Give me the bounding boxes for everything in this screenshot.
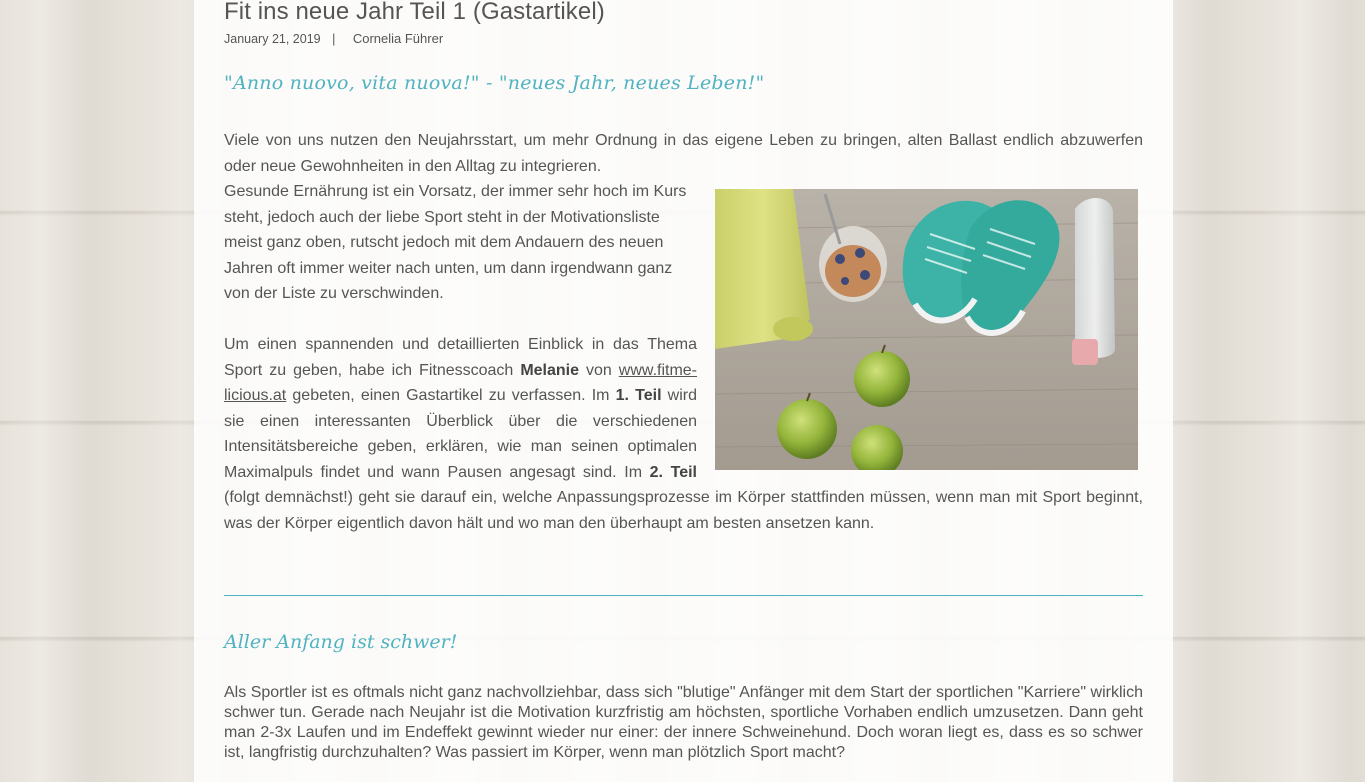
post-author[interactable]: Cornelia Führer — [352, 31, 444, 46]
paragraph-intro: Viele von uns nutzen den Neujahrsstart, um mehr Ordnung in das eigene Leben zu bringen, alten Ballast endlich abzuwerfen oder neue Gewohnheiten in den Alltag zu integrieren. — [224, 132, 1143, 175]
photo-wrap-space — [697, 332, 1143, 474]
fitmelicious-link[interactable]: www.fitme-licious.at — [224, 361, 698, 404]
text-segment: gebeten, einen Gastartikel zu verfassen. Im — [286, 387, 616, 404]
paragraph-nutrition: Gesunde Ernährung ist ein Vorsatz, der immer sehr hoch im Kurs steht, jedoch auch der liebe Sport steht in der Motivationsliste meist ganz oben, rutscht jedoch mit dem Andauern des neuen Jahren oft immer weiter nach unten, um dann irgendwann ganz von der Liste zu verschwinden. — [224, 183, 687, 302]
section-divider — [224, 595, 1143, 596]
part-two-label: 2. Teil — [649, 463, 697, 481]
coach-name: Melanie — [520, 361, 579, 379]
post-date: January 21, 2019 — [224, 32, 321, 46]
part-one-label: 1. Teil — [615, 387, 662, 404]
paragraph-beginners: Als Sportler ist es oftmals nicht ganz nachvollziehbar, dass sich "blutige" Anfänger mit dem Start der sportlichen "Karriere" wirklich schwer tun. Gerade nach Neujahr ist die Motivation kurzfristig am höchsten, sportliche Vorhaben endlich umzusetzen. Dann geht man 2-3x Laufen und im Endeffekt gewinnt wieder nur einer: der innere Schweinehund. Doch woran liegt es, dass es so schwer ist, langfristig durchzuhalten? Was passiert im Körper, wenn man plötzlich Sport macht? — [224, 684, 1143, 761]
intro-quote: "Anno nuovo, vita nuova!" - "neues Jahr, neues Leben!" — [224, 72, 765, 94]
blog-post — [194, 0, 1173, 782]
paragraph-guest-intro — [224, 332, 1143, 536]
text-segment: wird sie einen interessanten Überblick über die verschiedenen Intensitätsbereiche geben, erklären, wie man seinen optimalen Maximalpuls findet und wann Pausen angesagt sind. Im — [224, 387, 698, 481]
section-heading: Aller Anfang ist schwer! — [224, 631, 458, 653]
text-segment: (folgt demnächst!) geht sie darauf ein, welche Anpassungsprozesse im Körper stattfinden müssen, wenn man mit Sport beginnt, was der Körper eigentlich davon hält und wo man den überhaupt am besten ansetzen kann. — [224, 489, 1143, 532]
meta-separator: | — [332, 32, 336, 46]
text-segment: Um einen spannenden und detaillierten Einblick in das Thema Sport zu geben, habe ich Fitnesscoach — [224, 336, 697, 379]
post-title: Fit ins neue Jahr Teil 1 (Gastartikel) — [224, 0, 605, 25]
text-segment: von — [579, 361, 619, 379]
post-meta — [224, 31, 443, 46]
